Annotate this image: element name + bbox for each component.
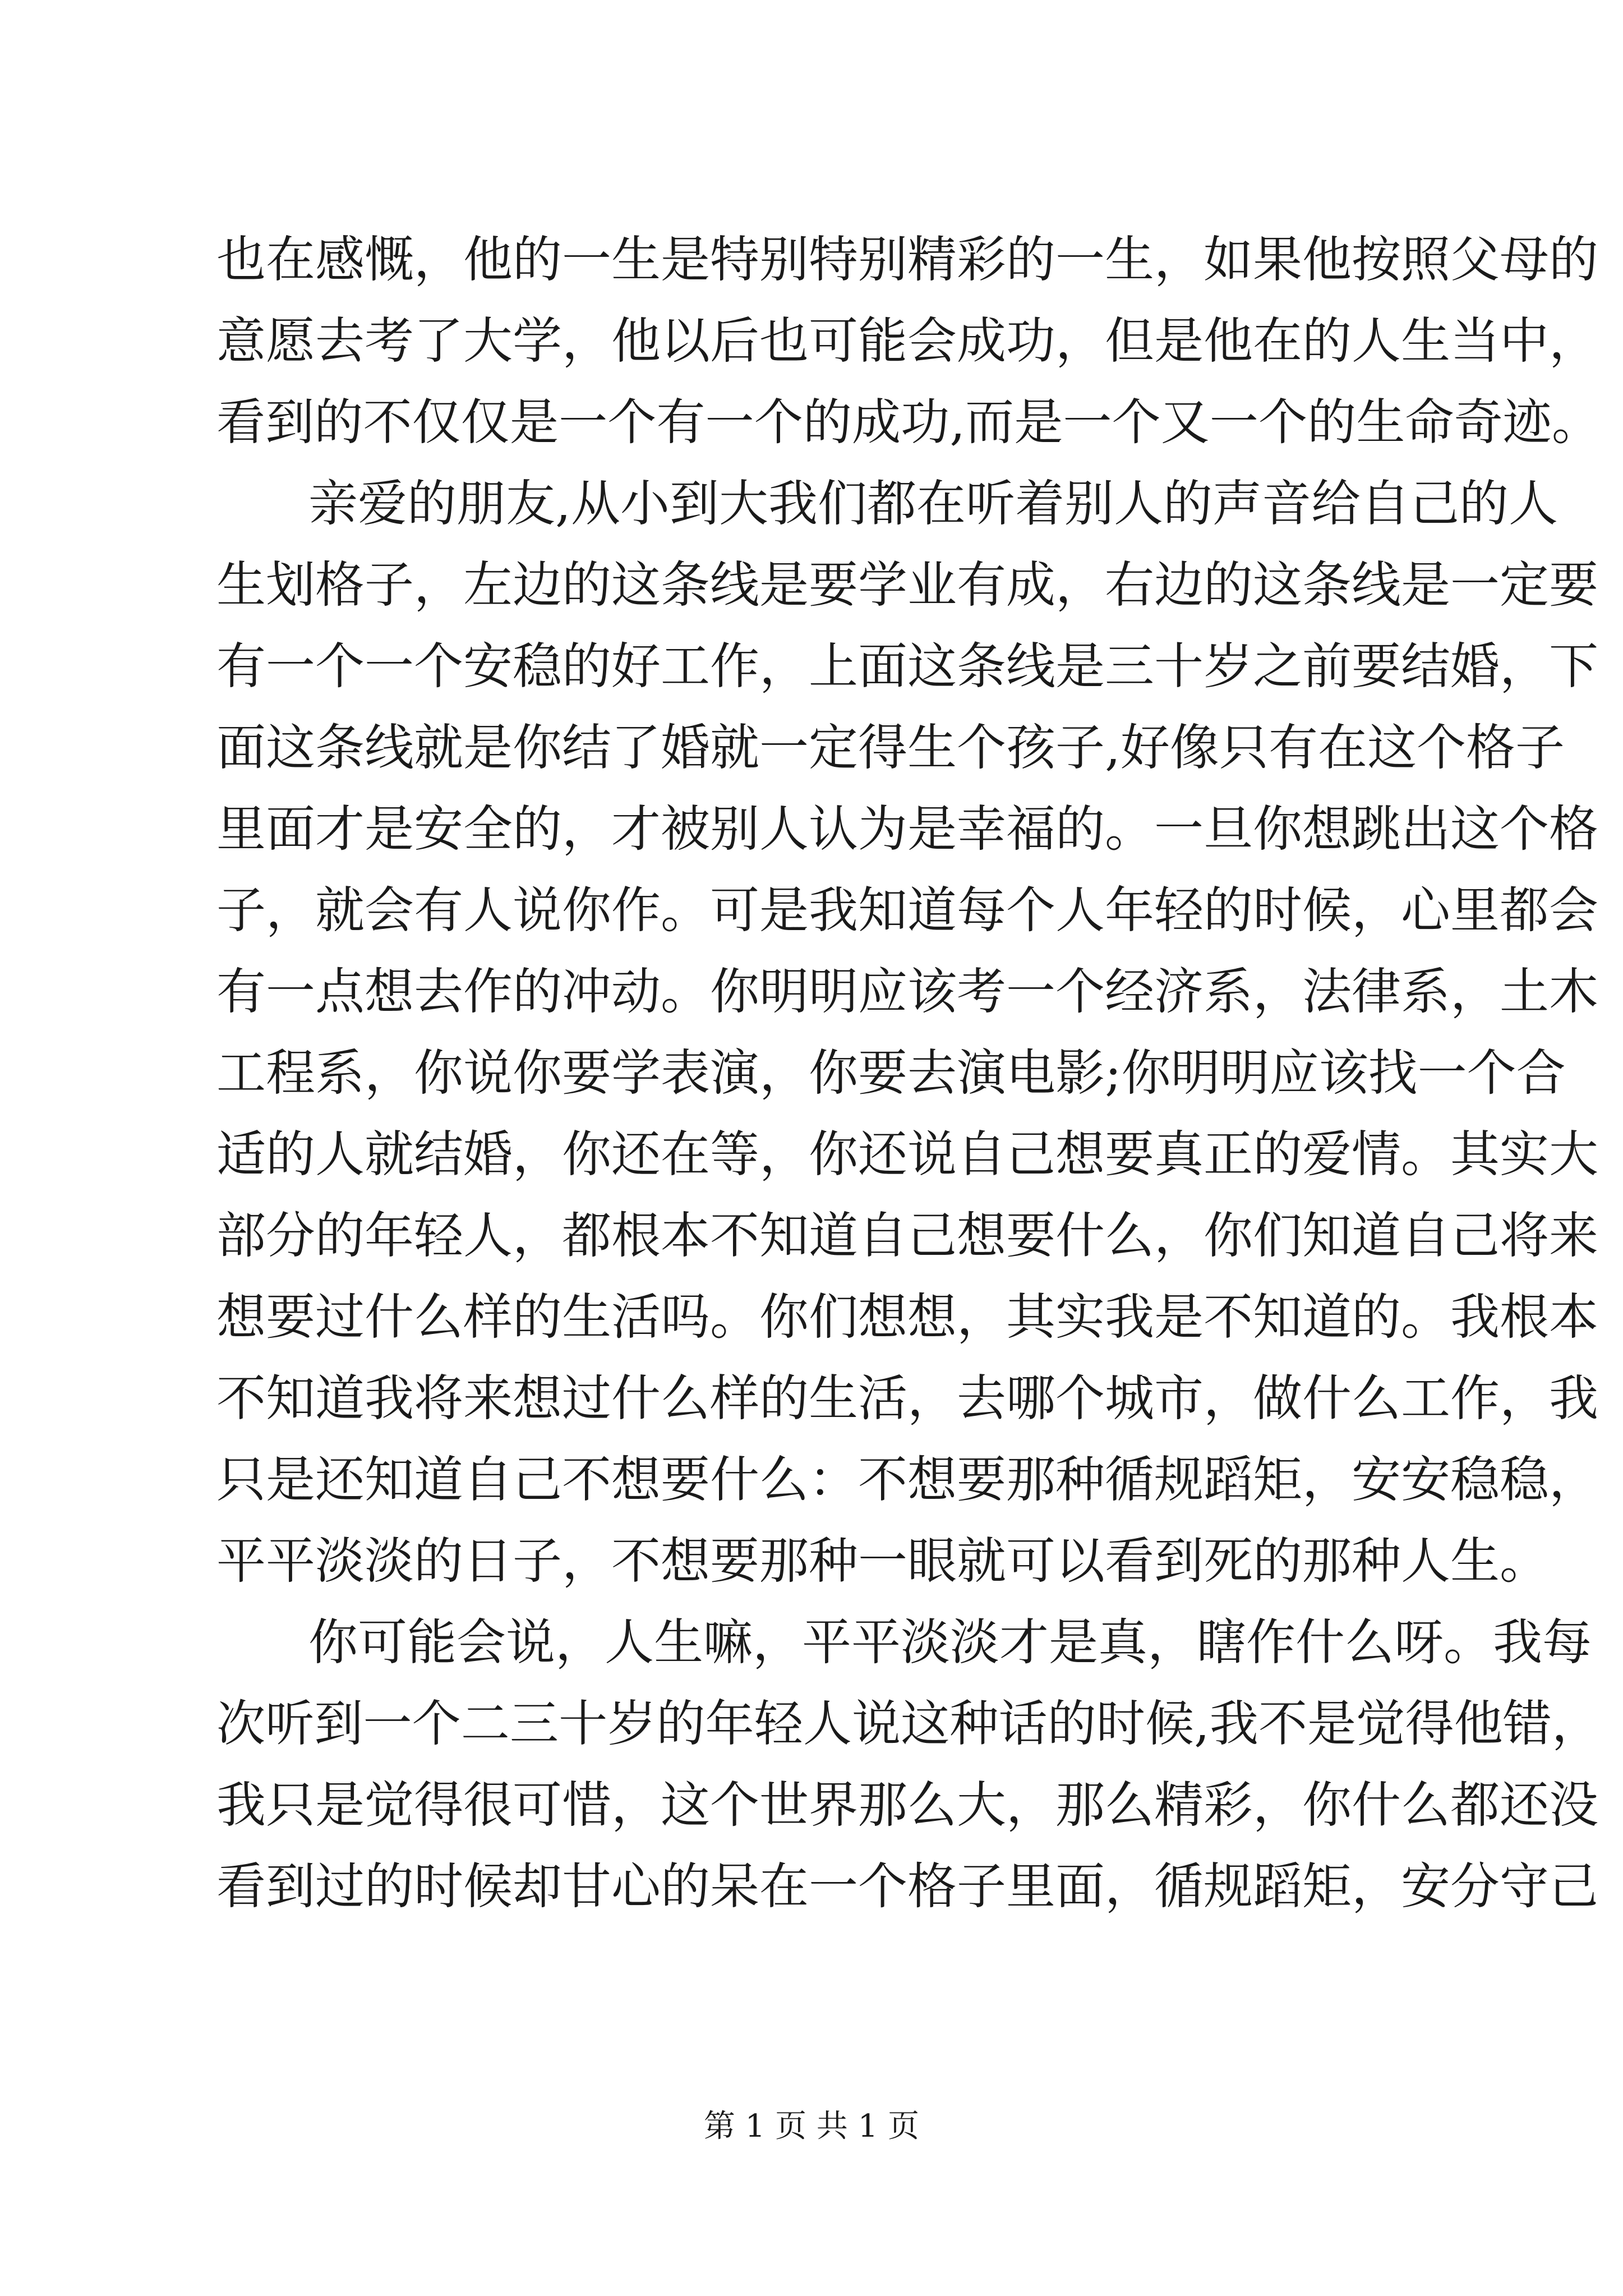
text-line: 我只是觉得很可惜，这个世界那么大，那么精彩，你什么都还没 xyxy=(216,1776,1599,1834)
text-line: 适的人就结婚，你还在等，你还说自己想要真正的爱情。其实大 xyxy=(216,1125,1599,1183)
text-line: 有一点想去作的冲动。你明明应该考一个经济系，法律系，土木 xyxy=(216,963,1599,1020)
text-line: 想要过什么样的生活吗。你们想想，其实我是不知道的。我根本 xyxy=(216,1288,1599,1346)
text-line: 也在感慨，他的一生是特别特别精彩的一生，如果他按照父母的 xyxy=(216,231,1599,288)
text-line: 生划格子，左边的这条线是要学业有成，右边的这条线是一定要 xyxy=(216,556,1599,614)
text-line: 看到的不仅仅是一个有一个的成功,而是一个又一个的生命奇迹。 xyxy=(216,393,1601,451)
text-line: 部分的年轻人，都根本不知道自己想要什么，你们知道自己将来 xyxy=(216,1207,1599,1264)
text-line: 只是还知道自己不想要什么：不想要那种循规蹈矩，安安稳稳， xyxy=(216,1451,1599,1508)
text-line: 看到过的时候却甘心的呆在一个格子里面，循规蹈矩，安分守己 xyxy=(216,1857,1599,1915)
text-line: 意愿去考了大学，他以后也可能会成功，但是他在的人生当中， xyxy=(216,312,1599,370)
page-footer: 第 1 页 共 1 页 xyxy=(703,2108,920,2145)
paragraph-first-line: 亲爱的朋友,从小到大我们都在听着别人的声音给自己的人 xyxy=(308,475,1558,532)
text-line: 工程系，你说你要学表演，你要去演电影;你明明应该找一个合 xyxy=(216,1044,1566,1102)
text-line: 有一个一个安稳的好工作，上面这条线是三十岁之前要结婚，下 xyxy=(216,637,1599,695)
paragraph-first-line: 你可能会说，人生嘛，平平淡淡才是真，瞎作什么呀。我每 xyxy=(308,1613,1592,1671)
text-line: 平平淡淡的日子，不想要那种一眼就可以看到死的那种人生。 xyxy=(216,1532,1550,1590)
text-line: 里面才是安全的，才被别人认为是幸福的。一旦你想跳出这个格 xyxy=(216,800,1599,858)
text-line: 不知道我将来想过什么样的生活，去哪个城市，做什么工作，我 xyxy=(216,1369,1599,1427)
text-line: 子，就会有人说你作。可是我知道每个人年轻的时候，心里都会 xyxy=(216,881,1599,939)
text-line: 次听到一个二三十岁的年轻人说这种话的时候,我不是觉得他错， xyxy=(216,1695,1601,1752)
text-line: 面这条线就是你结了婚就一定得生个孩子,好像只有在这个格子 xyxy=(216,719,1565,776)
